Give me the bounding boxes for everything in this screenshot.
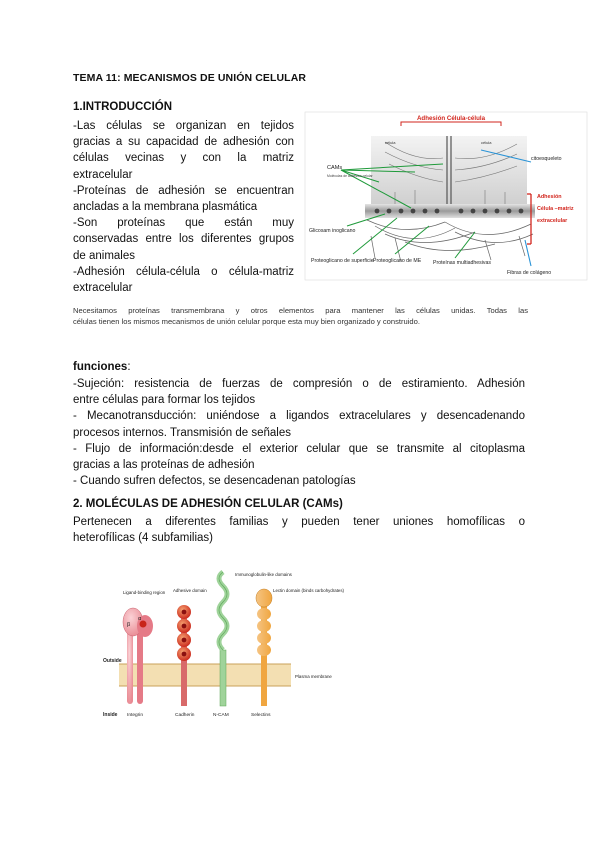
me-proteoglycan-label: Proteoglicano de ME [373, 258, 422, 264]
cadherin-molecule [177, 605, 191, 706]
funciones-text [73, 376, 525, 489]
page-title: TEMA 11: MECANISMOS DE UNIÓN CELULAR [73, 72, 307, 84]
selectins-label: Selectins [251, 713, 271, 718]
section-2-heading: 2. MOLÉCULAS DE ADHESIÓN CELULAR (CAMs) [73, 498, 343, 510]
intro-line: conservadas entre los diferentes grupos [73, 233, 294, 246]
intro-line: extracelular [73, 168, 133, 181]
cams-label: CAMs [327, 165, 343, 171]
cadherin-label: Cadherin [175, 713, 195, 718]
collagen-label: Fibras de colágeno [507, 270, 552, 276]
funciones-line: gracias a las proteínas de adhesión [73, 459, 255, 472]
funciones-colon: : [127, 361, 131, 373]
matrix-label-1: Adhesión [537, 194, 562, 200]
intro-line: -Proteínas de adhesión se encuentran [73, 184, 294, 197]
matrix-label-3: extracelular [537, 218, 568, 224]
cytoskeleton-label: citoesqueleto [531, 156, 562, 162]
cams-line: Pertenecen a diferentes familias y pueden tener uniones homofílicas o [73, 516, 525, 528]
intro-text [73, 118, 294, 296]
ncam-label: N-CAM [213, 713, 229, 718]
intro-line: -Adhesión célula-célula o célula-matriz [73, 265, 294, 278]
intro-line: -Las células se organizan en tejidos [73, 120, 294, 132]
multiadhesive-label: Proteínas multiadhesivas [433, 260, 491, 266]
funciones-line: entre células para formar los tejidos [73, 394, 256, 407]
adhesive-domain-label: Adhesive domain [173, 588, 207, 593]
intro-line: células vecinas y con la matriz [73, 152, 294, 165]
surface-proteoglycan-label: Proteoglicano de superficie [311, 258, 374, 264]
outside-label: Outside [103, 658, 122, 664]
section-1-heading: 1.INTRODUCCIÓN [73, 101, 173, 113]
cams-text [73, 514, 525, 546]
cams-line: heterofílicas (4 subfamilias) [73, 532, 213, 545]
inside-label: Inside [103, 712, 118, 718]
right-cell-label: célula [481, 140, 492, 145]
right-cell [447, 136, 527, 206]
integrin-molecule [123, 608, 153, 704]
alpha-label: α [138, 616, 142, 622]
integrin-label: Integrin [127, 713, 143, 718]
ncam-molecule [219, 572, 227, 706]
intro-line: -Son proteínas que están muy [73, 217, 294, 230]
lectin-domain-label: Lectin domain (binds carbohydrates) [273, 588, 345, 593]
cell-cell-title: Adhesión Célula-célula [416, 115, 486, 122]
funciones-line: - Cuando sufren defectos, se desencadenan patologías [73, 475, 356, 488]
funciones-heading-text: funciones [73, 361, 128, 373]
intro-line: ancladas a la membrana plasmática [73, 201, 258, 214]
left-cell-label: célula [385, 140, 396, 145]
note-line: Necesitamos proteínas transmembrana y otros elementos para mantener las células unidas. Todas las [73, 306, 528, 315]
selectin-molecule [256, 589, 272, 706]
cell-adhesion-figure [305, 112, 587, 280]
funciones-line: procesos internos. Transmisión de señales [73, 426, 291, 439]
matrix-label-2: Célula –matriz [537, 206, 574, 212]
note-line: células tienen los mismos mecanismos de unión celular porque esta muy bien organizado y construido. [73, 317, 420, 326]
ligand-region-label: Ligand-binding region [123, 590, 166, 595]
funciones-line: -Sujeción: resistencia de fuerzas de compresión o de estiramiento. Adhesión [73, 378, 525, 390]
intro-line: de animales [73, 249, 136, 262]
cam-families-figure [101, 566, 345, 722]
intro-line: extracelular [73, 282, 133, 295]
beta-label: β [127, 622, 131, 628]
cams-sub-label: Moléculas de adhesión celular [327, 174, 373, 178]
glycosaminoglycan-label: Glicosam inoglicano [309, 228, 356, 234]
ig-domains-label: Immunoglobulin-like domains [235, 572, 292, 577]
funciones-line: - Flujo de información:desde el exterior celular que se transmite al citoplasma [73, 442, 525, 455]
note-text [73, 305, 528, 327]
funciones-line: - Mecanotransducción: uniéndose a ligandos extracelulares y desencadenando [73, 410, 525, 423]
intro-line: gracias a su capacidad de adhesión con [73, 136, 294, 149]
funciones-heading [73, 359, 131, 375]
plasma-membrane-label: Plasma membrane [295, 674, 332, 679]
